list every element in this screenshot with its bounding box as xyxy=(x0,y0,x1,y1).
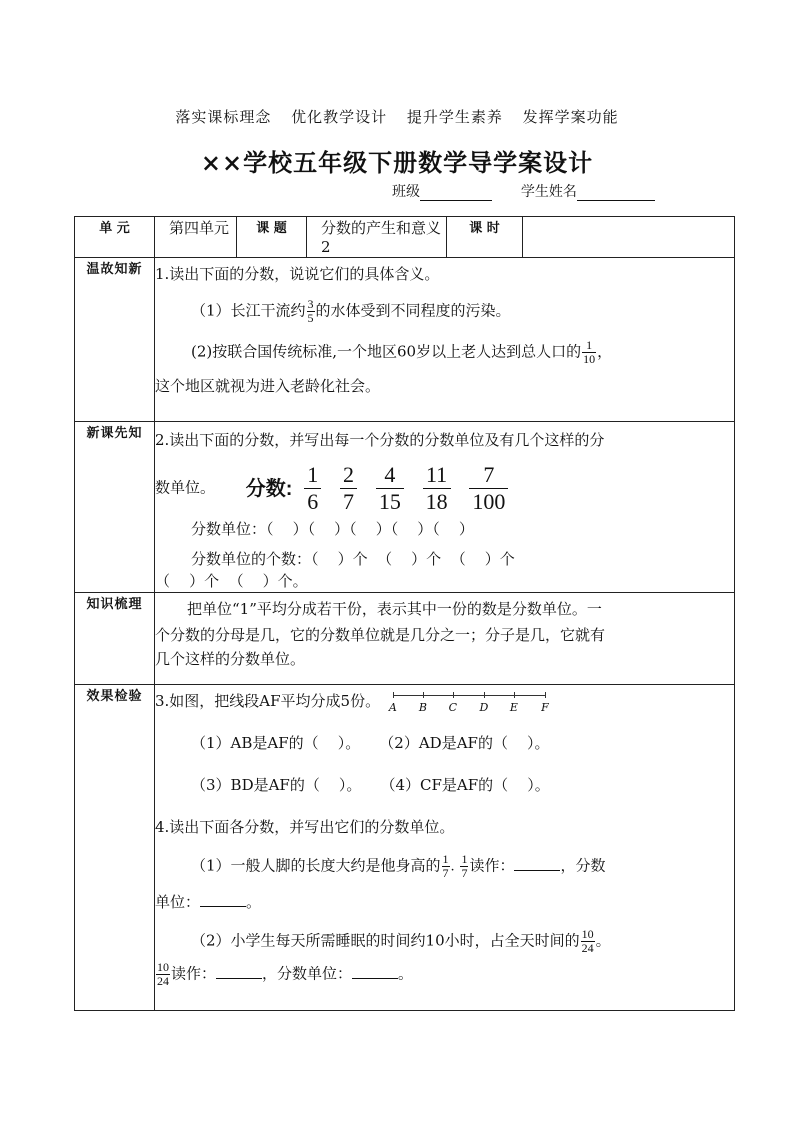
fraction-1 xyxy=(304,462,321,515)
fraction-numerator: 2 xyxy=(343,462,355,487)
topic-label: 课 题 xyxy=(237,217,307,258)
check-content xyxy=(155,685,735,1011)
segment-diagram xyxy=(388,691,551,714)
info-row xyxy=(75,217,735,258)
review-content xyxy=(155,258,735,422)
unit-label: 单位： xyxy=(155,893,201,911)
summary-line-1: 把单位“1”平均分成若干份，表示其中一份的数是分数单位。一 xyxy=(187,600,602,618)
fraction-denominator: 6 xyxy=(304,488,321,515)
segment-point-label: C xyxy=(448,701,458,714)
worksheet-table xyxy=(74,216,735,1011)
q3-text: 3.如图，把线段AF平均分成5份。 xyxy=(155,692,381,710)
fraction-count-row[interactable]: 分数单位的个数：（ ）个 （ ）个 （ ）个 xyxy=(191,550,515,568)
class-blank[interactable] xyxy=(420,186,492,201)
review-label: 温故知新 xyxy=(75,258,155,422)
period-mark: 。 xyxy=(246,893,262,911)
fraction-denominator: 10 xyxy=(583,352,596,366)
q3-item-4[interactable]: （4）CF是AF的（ ）。 xyxy=(380,776,550,794)
fraction-numerator: 3 xyxy=(307,297,314,311)
q3-item-2[interactable]: （2）AD是AF的（ ）。 xyxy=(379,734,550,752)
q3-item-3[interactable]: （3）BD是AF的（ ）。 xyxy=(191,776,362,794)
fraction-numerator: 1 xyxy=(442,852,449,866)
fraction-denominator: 24 xyxy=(157,974,169,988)
fraction-4 xyxy=(423,462,451,515)
fraction-count-row-2[interactable]: （ ）个 （ ）个。 xyxy=(155,572,308,590)
preview-content xyxy=(155,422,735,593)
fraction xyxy=(582,339,596,366)
preview-row xyxy=(75,422,735,593)
fraction-denominator: 7 xyxy=(461,866,468,880)
summary-row xyxy=(75,593,735,685)
read-as-blank[interactable] xyxy=(514,856,560,871)
fraction xyxy=(156,961,170,988)
review-row xyxy=(75,258,735,422)
q4-item-1-text: （1）一般人脚的长度大约是他身高的 xyxy=(191,856,441,875)
summary-content xyxy=(155,593,735,685)
fraction-denominator: 7 xyxy=(340,488,357,515)
q4-item-2 xyxy=(155,928,734,955)
fraction-numerator: 1 xyxy=(586,338,593,352)
period-value[interactable] xyxy=(523,217,735,258)
q4-item-1: （1）一般人脚的长度大约是他身高的 $\frac{1}{7}$ . $\frac{1}{7}$ 读作： ，分数 xyxy=(191,852,606,880)
preview-label: 新课先知 xyxy=(75,422,155,593)
unit-label: ，分数 xyxy=(560,856,606,875)
unit-label: 单 元 xyxy=(75,217,155,258)
review-item-1 xyxy=(155,298,734,325)
period-mark: 。 xyxy=(398,964,414,983)
segment-point-label: E xyxy=(509,701,518,714)
segment-point-label: B xyxy=(418,701,427,714)
fraction-numerator: 4 xyxy=(384,462,396,487)
student-name-blank[interactable] xyxy=(577,186,655,201)
page-title: ××学校五年级下册数学导学案设计 xyxy=(200,148,594,177)
q3-line xyxy=(155,691,734,713)
review-item-1-text: （1）长江干流约 xyxy=(191,301,306,320)
fraction xyxy=(460,853,468,880)
segment-point-label: D xyxy=(479,701,489,714)
fraction-numerator: 11 xyxy=(426,462,448,487)
fraction-denominator: 7 xyxy=(442,866,449,880)
check-label: 效果检验 xyxy=(75,685,155,1011)
fraction xyxy=(307,298,315,325)
topic-value: 分数的产生和意义2 xyxy=(307,217,447,258)
fraction-denominator: 15 xyxy=(376,488,404,515)
period-mark: 。 xyxy=(595,931,611,950)
fraction-3 xyxy=(376,462,404,515)
q4-text: 4.读出下面各分数，并写出它们的分数单位。 xyxy=(155,818,455,836)
review-item-2-suffix: ， xyxy=(597,342,613,361)
review-question: 1.读出下面的分数，说说它们的具体含义。 xyxy=(155,265,440,283)
summary-line-2: 个分数的分母是几，它的分数单位就是几分之一；分子是几，它就有 xyxy=(155,626,606,644)
class-name-line xyxy=(392,181,655,201)
q3-item-1[interactable]: （1）AB是AF的（ ）。 xyxy=(191,734,361,752)
fraction xyxy=(442,853,450,880)
unit-value: 第四单元 xyxy=(155,217,237,258)
q3-items-row-1[interactable] xyxy=(155,733,734,753)
fraction-numerator: 1 xyxy=(307,462,319,487)
summary-line-3: 几个这样的分数单位。 xyxy=(155,650,306,668)
preview-question-line1: 2.读出下面的分数，并写出每一个分数的分数单位及有几个这样的分 xyxy=(155,431,605,449)
review-item-1-suffix: 的水体受到不同程度的污染。 xyxy=(315,301,511,320)
unit-blank[interactable] xyxy=(200,892,246,907)
read-as-label: 读作： xyxy=(469,856,515,875)
fraction-denominator: 24 xyxy=(581,941,594,955)
review-item-2-text: (2)按联合国传统标准,一个地区60岁以上老人达到总人口的 xyxy=(191,342,582,361)
read-as-blank[interactable] xyxy=(216,964,262,979)
student-name-label: 学生姓名 xyxy=(520,184,577,200)
fraction-unit-row[interactable]: 分数单位：（ ）（ ）（ ）（ ）（ ） xyxy=(191,520,474,538)
fraction-denominator: 18 xyxy=(423,488,451,515)
review-item-2 xyxy=(155,339,734,366)
slogan: 落实课标理念 优化教学设计 提升学生素养 发挥学案功能 xyxy=(175,108,619,126)
q4-item-2-text: （2）小学生每天所需睡眠的时间约10小时，占全天时间的 xyxy=(191,931,580,950)
q3-items-row-2[interactable] xyxy=(155,775,734,795)
unit-blank[interactable] xyxy=(352,964,398,979)
review-item-2-line2: 这个地区就视为进入老龄化社会。 xyxy=(155,377,381,395)
fraction-label: 分数: xyxy=(245,477,293,500)
fraction-denominator: 100 xyxy=(469,488,508,515)
class-label: 班级 xyxy=(392,184,420,200)
q4-item-1-line2 xyxy=(155,892,734,912)
period-label: 课 时 xyxy=(447,217,523,258)
segment-point-label: F xyxy=(541,701,549,714)
summary-label: 知识梳理 xyxy=(75,593,155,685)
fraction-numerator: 7 xyxy=(483,462,495,487)
fraction-2 xyxy=(340,462,357,515)
fraction-numerator: 10 xyxy=(157,960,169,974)
fraction-denominator: 5 xyxy=(307,311,314,325)
segment-point-label: A xyxy=(388,701,397,714)
q4-item-2-line2 xyxy=(155,961,734,988)
segment-line xyxy=(393,695,545,696)
preview-question-line2 xyxy=(155,462,734,515)
fraction-numerator: 10 xyxy=(581,927,594,941)
fraction xyxy=(581,928,595,955)
check-row xyxy=(75,685,735,1011)
preview-question-end: 数单位。 xyxy=(155,478,216,497)
fraction-5 xyxy=(469,462,508,515)
unit-label: ，分数单位： xyxy=(262,964,353,983)
read-as-label: 读作： xyxy=(171,964,217,983)
fraction-numerator: 1 xyxy=(461,852,468,866)
